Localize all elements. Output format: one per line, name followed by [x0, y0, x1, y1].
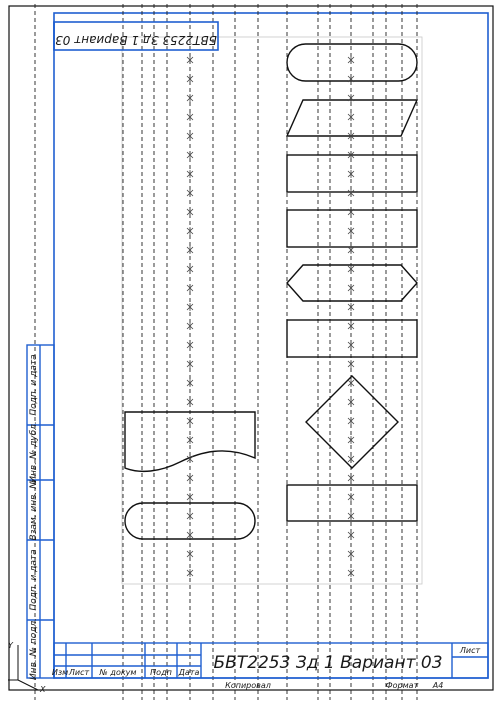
snap-point [348, 379, 354, 387]
snap-point [187, 531, 193, 539]
designation: БВТ2253 Зд 1 Вариант 03 [213, 653, 443, 673]
snap-point [348, 265, 354, 273]
snap-point [348, 208, 354, 216]
snap-point [348, 113, 354, 121]
title-block-text [52, 646, 481, 690]
snap-point [348, 360, 354, 368]
col-izm: Изм [51, 668, 69, 677]
snap-point [348, 341, 354, 349]
format-value: A4 [432, 681, 444, 690]
snap-point [187, 189, 193, 197]
snap-point [187, 436, 193, 444]
format-label: Формат [385, 681, 419, 690]
side-strip-labels [29, 354, 39, 680]
col-podp: Подп [150, 668, 172, 677]
snap-point [187, 75, 193, 83]
snap-point [348, 170, 354, 178]
snap-point [187, 512, 193, 520]
snap-point [187, 550, 193, 558]
snap-point [187, 360, 193, 368]
snap-point [187, 474, 193, 482]
snap-point [187, 94, 193, 102]
snap-point [348, 569, 354, 577]
snap-point [187, 208, 193, 216]
snap-point [348, 417, 354, 425]
side-label-2: Инв. № дубл. [29, 421, 39, 483]
snap-points [187, 56, 354, 577]
snap-point [187, 493, 193, 501]
snap-point [187, 417, 193, 425]
snap-point [348, 303, 354, 311]
snap-point [348, 398, 354, 406]
snap-point [348, 322, 354, 330]
snap-point [348, 512, 354, 520]
side-label-3: Взам. инв. № [29, 479, 39, 541]
snap-point [187, 132, 193, 140]
snap-point [348, 550, 354, 558]
snap-point [348, 455, 354, 463]
snap-point [187, 322, 193, 330]
snap-point [348, 94, 354, 102]
snap-point [348, 284, 354, 292]
side-label-5: Инв. № подл. [29, 617, 39, 681]
snap-point [187, 341, 193, 349]
snap-point [187, 227, 193, 235]
snap-point [187, 569, 193, 577]
snap-point [348, 189, 354, 197]
snap-point [348, 493, 354, 501]
inner-frame[interactable] [51, 13, 488, 678]
snap-point [187, 284, 193, 292]
snap-point [187, 113, 193, 121]
snap-point [187, 303, 193, 311]
terminator-shape[interactable] [287, 44, 417, 81]
outer-frame [9, 6, 493, 690]
snap-point [187, 56, 193, 64]
top-stamp [54, 22, 218, 50]
snap-point [348, 75, 354, 83]
snap-point [348, 56, 354, 64]
snap-point [348, 531, 354, 539]
col-list: Лист [68, 668, 90, 677]
snap-point [187, 265, 193, 273]
col-docnum: № докум [99, 668, 137, 677]
copied-label: Копировал [225, 681, 271, 690]
snap-point [348, 474, 354, 482]
process-shape-4[interactable] [287, 485, 417, 521]
col-data: Дата [178, 668, 200, 677]
snap-point [187, 170, 193, 178]
top-stamp-text: БВТ2253 Зд 1 Вариант 03 [55, 33, 217, 47]
process-shape-2[interactable] [287, 210, 417, 247]
axis-x-label: X [40, 685, 46, 694]
snap-point [187, 151, 193, 159]
snap-point [187, 379, 193, 387]
snap-point [187, 246, 193, 254]
guide-lines [35, 4, 417, 700]
snap-point [187, 398, 193, 406]
side-label-4: Подп. и дата [29, 549, 39, 611]
axis-y-label: Y [8, 641, 13, 650]
snap-point [348, 227, 354, 235]
side-label-1: Подп. и дата [29, 354, 39, 416]
snap-point [348, 436, 354, 444]
sheet-label: Лист [459, 646, 481, 655]
